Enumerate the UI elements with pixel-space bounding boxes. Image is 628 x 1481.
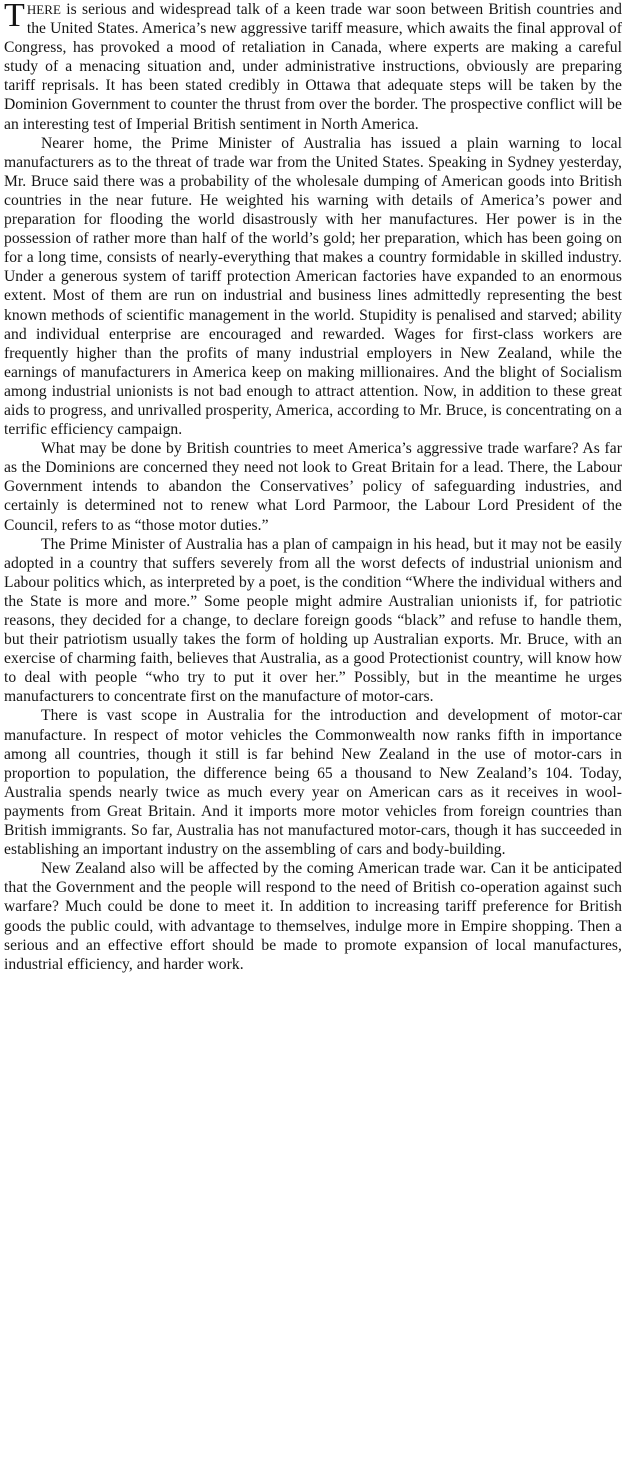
paragraph-text: is serious and widespread talk of a keen trade war soon between British countries and the United States. America’s new aggressive tariff measure, which awaits the final approval of Congress, has provoked a mood of retaliation in Canada, where experts are making a careful study of a menacing situation and, under administrative instructions, obviously are preparing tariff reprisals. It has been stated credibly in Ottawa that adequate steps will be taken by the Dominion Government to counter the thrust from over the border. The prospective conflict will be an interesting test of Imperial British sentiment in North America. xyxy=(4,1,622,133)
article-paragraph-4: The Prime Minister of Australia has a plan of campaign in his head, but it may not be easily adopted in a country that suffers severely from all the worst defects of industrial unionism and Labour politics which, as interpreted by a poet, is the condition “Where the individual withers and the State is more and more.” Some people might admire Australian unionists if, for patriotic reasons, they decided for a change, to declare foreign goods “black” and refuse to handle them, but their patriotism usually takes the form of holding up Australian exports. Mr. Bruce, with an exercise of charming faith, believes that Australia, as a good Protectionist country, will know how to deal with people “who try to put it over her.” Possibly, but in the meantime he urges manufacturers to concentrate first on the manufacture of motor-cars. xyxy=(4,535,622,706)
article-paragraph-3: What may be done by British countries to meet America’s aggressive trade warfare? As far as the Dominions are concerned they need not look to Great Britain for a lead. There, the Labour Government intends to abandon the Conservatives’ policy of safeguarding industries, and certainly is determined not to renew what Lord Parmoor, the Labour Lord President of the Council, refers to as “those motor duties.” xyxy=(4,440,622,534)
article-paragraph-6: New Zealand also will be affected by the coming American trade war. Can it be anticipated that the Government and the people will respond to the need of British co-operation against such warfare? Much could be done to meet it. In addition to increasing tariff preference for British goods the public could, with advantage to themselves, indulge more in Empire shopping. Then a serious and an effective effort should be made to promote expansion of local manufactures, industrial efficiency, and harder work. xyxy=(4,860,622,973)
article-paragraph-2: Nearer home, the Prime Minister of Australia has issued a plain warning to local manufacturers as to the threat of trade war from the United States. Speaking in Sydney yesterday, Mr. Bruce said there was a probability of the wholesale dumping of American goods into British countries in the near future. He weighted his warning with details of America’s power and preparation for flooding the world disastrously with her manufactures. Her power is in the possession of rather more than half of the world’s gold; her preparation, which has been going on for a long time, consists of nearly-everything that makes a country formidable in skilled industry. Under a generous system of tariff protection American factories have expanded to an enormous extent. Most of them are run on industrial and business lines admittedly representing the best known methods of scientific management in the world. Stupidity is penalised and starved; ability and individual enterprise are encouraged and rewarded. Wages for first-class workers are frequently higher than the profits of many industrial employers in New Zealand, while the earnings of manufacturers in America keep on making millionaires. And the blight of Socialism among industrial unionists is not bad enough to attract attention. Now, in addition to these great aids to progress, and unrivalled prosperity, America, according to Mr. Bruce, is concentrating on a terrific efficiency campaign. xyxy=(4,134,622,439)
article-paragraph-5: There is vast scope in Australia for the introduction and development of motor-car manufacture. In respect of motor vehicles the Commonwealth now ranks fifth in importance among all countries, though it still is far behind New Zealand in the use of motor-cars in proportion to population, the difference being 65 a thousand to New Zealand’s 104. Today, Australia spends nearly twice as much every year on American cars as it receives in wool-payments from Great Britain. And it imports more motor vehicles from foreign countries than British immigrants. So far, Australia has not manufactured motor-cars, though it has succeeded in establishing an important industry on the assembling of cars and body-building. xyxy=(4,707,622,859)
paragraph-lead-word: HERE xyxy=(26,2,61,17)
drop-cap: T xyxy=(4,0,25,34)
article-body xyxy=(4,0,622,974)
article-paragraph-1 xyxy=(4,0,622,134)
